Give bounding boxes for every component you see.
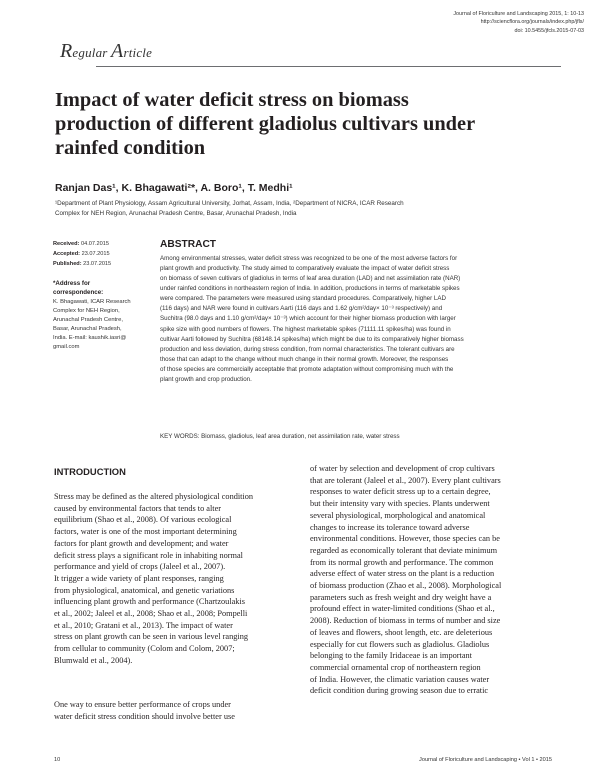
page-number: 10: [54, 757, 61, 763]
body-line: deficit stress plays a significant role in inhabiting normal: [54, 550, 243, 560]
body-line: but their intensity vary with species. Plants underwent: [310, 499, 490, 509]
body-line: of leaves and flowers, shoot length, etc. are deleterious: [310, 627, 493, 637]
abstract-line: cultivar Aarti followed by Suchitra (68148.14 spikes/ha) which might be due to its comparatively higher biomass: [160, 335, 464, 343]
correspondence-line: Complex for NEH Region,: [53, 308, 120, 314]
correspondence-email[interactable]: India. E-mail: kaushik.iasri@: [53, 335, 127, 341]
journal-doi: doi: 10.5455/jfcls.2015-07-03: [514, 27, 584, 34]
introduction-heading: INTRODUCTION: [54, 466, 126, 477]
body-line: of India. However, the climatic variation causes water: [310, 674, 490, 684]
paper-title: [55, 88, 555, 160]
abstract-line: Suchitra (98.0 days and 1.10 g/cm²/day× 10⁻³) which account for their higher biomass production with larger: [160, 315, 456, 323]
body-line: belonging to the family Iridaceae is an important: [310, 651, 472, 661]
body-line: deficit condition during growing season due to erratic: [310, 686, 489, 696]
article-type-initial-2: A: [111, 40, 124, 62]
abstract-heading: ABSTRACT: [160, 239, 217, 250]
journal-url[interactable]: http://sciencflora.org/journals/index.php/jfls/: [480, 19, 584, 26]
body-line: performance and yield of crops (Jaleel et al., 2007).: [54, 562, 226, 572]
body-line: from physiological, anatomical, and genetic variations: [54, 585, 235, 595]
correspondence-email[interactable]: gmail.com: [53, 344, 80, 350]
body-line: Stress may be defined as the altered physiological condition: [54, 492, 254, 501]
abstract-line: those that can adapt to the change without much change in their normal growth. Moreover, the responses: [160, 355, 449, 363]
title-line: production of different gladiolus cultivars under: [55, 113, 476, 135]
correspondence-line: K. Bhagawati, ICAR Research: [53, 299, 131, 305]
body-line: 2008). Reduction of biomass in terms of number and size: [310, 616, 501, 626]
abstract-line: spike size with good numbers of flowers. The highest marketable spikes (71111.11 spikes/ha) was found in: [160, 325, 451, 333]
body-line: parameters such as fresh weight and dry weight have a: [310, 592, 492, 602]
body-line: of biomass production (Zhao et al., 2008). Morphological: [310, 581, 502, 591]
body-line: especially for cut flowers such as gladiolus. Gladiolus: [310, 639, 490, 649]
affiliation-line: Complex for NEH Region, Arunachal Pradesh Centre, Basar, Arunachal Pradesh, India: [55, 209, 297, 217]
received-date: Received: 04.07.2015: [53, 241, 109, 247]
correspondence-heading: *Address for correspondence:: [53, 280, 104, 296]
affiliation-line: ¹Department of Plant Physiology, Assam Agricultural University, Jorhat, Assam, India, ²Department of NICRA, ICAR Research: [55, 200, 404, 207]
article-type-rest-1: egular: [72, 45, 112, 60]
abstract-line: of those species are commercially acceptable that promote adaptation without compromising much with the: [160, 365, 454, 373]
abstract-line: under rainfed conditions in northeastern region of India. In addition, productions in terms of marketable spikes: [160, 285, 460, 293]
affiliations: [55, 199, 555, 218]
body-line: caused by environmental factors that tends to alter: [54, 503, 222, 513]
body-line: responses to water deficit stress up to a certain degree,: [310, 487, 491, 497]
keywords: KEY WORDS: Biomass, gladiolus, leaf area duration, net assimilation rate, water stress: [160, 433, 400, 440]
correspondence-address: [53, 298, 131, 352]
body-line: et al., 2010; Gratani et al., 2013). The impact of water: [54, 620, 233, 630]
left-column-paragraph-2: [54, 699, 292, 722]
publication-dates: [53, 240, 111, 269]
author-list: Ranjan Das¹, K. Bhagawati²*, A. Boro¹, T. Medhi¹: [55, 182, 293, 194]
body-line: changes to increase its tolerance toward adverse: [310, 522, 470, 532]
title-line: Impact of water deficit stress on biomass: [55, 89, 409, 111]
journal-citation: Journal of Floriculture and Landscaping 2015, 1: 10-13: [453, 11, 584, 17]
correspondence-line: Basar, Arunachal Pradesh,: [53, 326, 122, 332]
body-line: commercial ornamental crop of northeastern region: [310, 662, 481, 672]
body-line: environmental conditions. However, those species can be: [310, 534, 500, 544]
abstract-body: [160, 254, 558, 385]
abstract-line: production and less deviation, during stress condition, from normal characteristics. The tolerant cultivars are: [160, 345, 455, 353]
abstract-line: Among environmental stresses, water deficit stress was recognized to be one of the most adverse factors for: [160, 255, 458, 262]
correspondence-line: Arunachal Pradesh Centre,: [53, 317, 123, 323]
accepted-date: Accepted: 23.07.2015: [53, 250, 110, 257]
abstract-line: plant growth and productivity. The study aimed to comparatively evaluate the impact of water deficit stress: [160, 265, 450, 273]
published-date: Published: 23.07.2015: [53, 260, 112, 267]
abstract-line: on biomass of seven cultivars of gladiolus in terms of leaf area duration (LAD) and net assimilation rate (NAR): [160, 275, 461, 283]
journal-info: [453, 10, 584, 35]
body-line: stress on plant growth can be seen in various level ranging: [54, 632, 249, 642]
body-line: Blumwald et al., 2004).: [54, 655, 133, 665]
abstract-line: were compared. The parameters were measured using standard procedures. Comparatively, higher LAD: [160, 295, 446, 303]
body-line: adverse effect of water stress on the plant is a reduction: [310, 569, 495, 579]
body-line: water deficit stress condition should involve better use: [54, 711, 235, 721]
body-line: several physiological, morphological and anatomical: [310, 510, 486, 520]
body-line: from its normal growth and performance. The common: [310, 557, 494, 567]
body-line: regarded as economically tolerant that deviate minimum: [310, 545, 498, 555]
article-type: [60, 40, 152, 63]
abstract-line: plant growth and crop production.: [160, 375, 252, 383]
title-line: rainfed condition: [55, 137, 206, 159]
article-type-rest-2: rticle: [123, 45, 153, 60]
body-line: factors for plant growth and development; and water: [54, 538, 229, 548]
left-column-paragraph-1: [54, 491, 292, 667]
body-line: from cellular to community (Colom and Colom, 2007;: [54, 644, 235, 654]
body-line: equilibrium (Shao et al., 2008). Of various ecological: [54, 515, 232, 525]
body-line: that are tolerant (Jaleel et al., 2007). Every plant cultivars: [310, 475, 501, 485]
body-line: of water by selection and development of crop cultivars: [310, 464, 495, 473]
body-line: profound effect in water-limited conditions (Shao et al.,: [310, 604, 495, 614]
body-line: It trigger a wide variety of plant responses, ranging: [54, 573, 224, 583]
right-column: [310, 463, 550, 697]
body-line: et al., 2002; Jaleel et al., 2008; Shao et al., 2008; Pompelli: [54, 609, 248, 619]
body-line: factors, water is one of the most important determining: [54, 527, 237, 537]
body-line: One way to ensure better performance of crops under: [54, 700, 231, 709]
header-rule: [96, 66, 561, 67]
footer-journal: Journal of Floriculture and Landscaping • Vol 1 • 2015: [419, 757, 552, 763]
body-line: influencing plant growth and performance (Chartzoulakis: [54, 597, 245, 607]
article-type-initial-1: R: [60, 40, 73, 62]
abstract-line: (116 days) and NAR were found in cultivars Aarti (116 days and 1.62 g/cm²/day× 10⁻³ respectively) and: [160, 305, 443, 313]
